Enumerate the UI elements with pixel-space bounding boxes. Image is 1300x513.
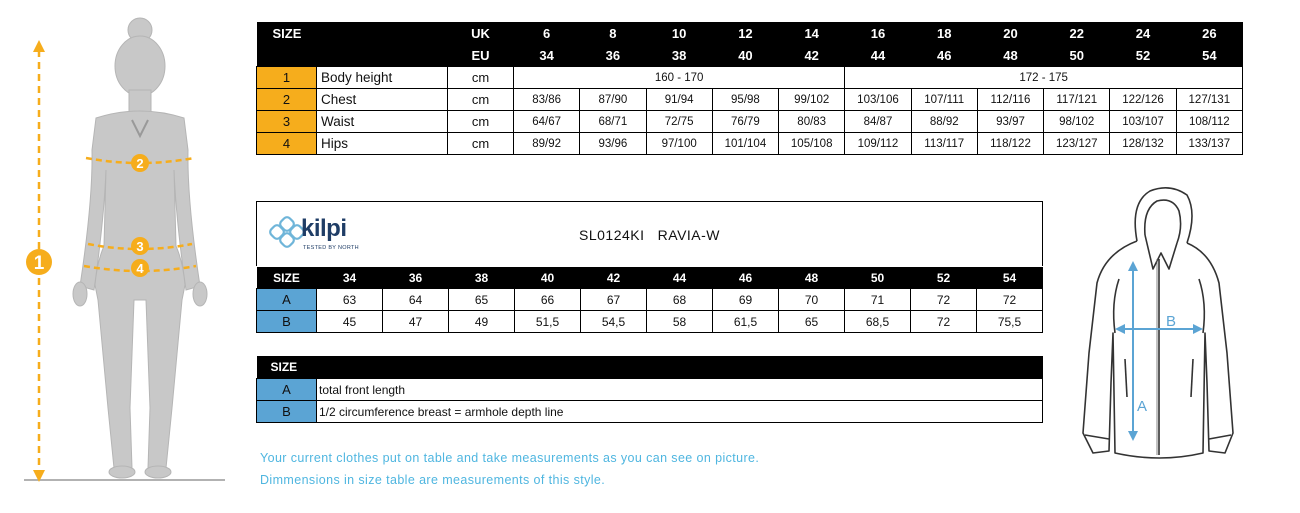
cell: 65 bbox=[449, 289, 515, 311]
cell: 70 bbox=[779, 289, 845, 311]
size-col: 48 bbox=[779, 267, 845, 289]
cell: 80/83 bbox=[779, 111, 845, 133]
cell: 123/127 bbox=[1044, 133, 1110, 155]
size-col: 42 bbox=[581, 267, 647, 289]
table-row bbox=[257, 379, 1043, 401]
size-header-row bbox=[257, 267, 1043, 289]
measure-unit: cm bbox=[448, 89, 514, 111]
uk-size: 24 bbox=[1110, 22, 1176, 44]
cell: 97/100 bbox=[646, 133, 712, 155]
product-name: RAVIA-W bbox=[657, 227, 721, 243]
size-col: 36 bbox=[383, 267, 449, 289]
jacket-measurement-figure bbox=[1075, 183, 1240, 468]
row-number: 1 bbox=[257, 67, 317, 89]
measure-description: total front length bbox=[317, 379, 1043, 401]
waist-mark-number: 3 bbox=[136, 239, 144, 254]
measurement-legend-table bbox=[256, 356, 1043, 423]
product-code-title bbox=[579, 227, 720, 243]
cell: 63 bbox=[317, 289, 383, 311]
cell: 101/104 bbox=[712, 133, 778, 155]
size-header: SIZE bbox=[257, 356, 1043, 379]
cell: 117/121 bbox=[1044, 89, 1110, 111]
size-col: 54 bbox=[977, 267, 1043, 289]
measure-name: Waist bbox=[317, 111, 448, 133]
measure-key: A bbox=[257, 379, 317, 401]
cell: 105/108 bbox=[779, 133, 845, 155]
instruction-note: Dimmensions in size table are measurements of this style. bbox=[260, 473, 606, 487]
measure-unit: cm bbox=[448, 67, 514, 89]
row-number: 2 bbox=[257, 89, 317, 111]
product-header bbox=[256, 201, 1043, 266]
cell: 89/92 bbox=[514, 133, 580, 155]
hips-mark-number: 4 bbox=[136, 261, 144, 276]
size-col: 44 bbox=[647, 267, 713, 289]
eu-size: 54 bbox=[1176, 44, 1242, 67]
eu-label: EU bbox=[448, 44, 514, 67]
eu-size: 34 bbox=[514, 44, 580, 67]
size-header: SIZE bbox=[257, 267, 317, 289]
eu-size: 42 bbox=[779, 44, 845, 67]
cell: 72/75 bbox=[646, 111, 712, 133]
measure-key: B bbox=[257, 401, 317, 423]
style-size-table bbox=[256, 267, 1043, 333]
cell: 75,5 bbox=[977, 311, 1043, 333]
cell: 71 bbox=[845, 289, 911, 311]
eu-size: 36 bbox=[580, 44, 646, 67]
cell: 45 bbox=[317, 311, 383, 333]
eu-size-row bbox=[257, 44, 1243, 67]
table-row bbox=[257, 133, 1243, 155]
table-row bbox=[257, 111, 1243, 133]
uk-size: 20 bbox=[977, 22, 1043, 44]
table-row bbox=[257, 401, 1043, 423]
table-row bbox=[257, 67, 1243, 89]
eu-size: 46 bbox=[911, 44, 977, 67]
eu-size: 40 bbox=[712, 44, 778, 67]
measure-unit: cm bbox=[448, 133, 514, 155]
body-measurement-figure bbox=[0, 0, 240, 500]
header-spacer bbox=[257, 44, 448, 67]
row-number: 4 bbox=[257, 133, 317, 155]
measure-name: Hips bbox=[317, 133, 448, 155]
cell: 84/87 bbox=[845, 111, 911, 133]
cell: 103/106 bbox=[845, 89, 911, 111]
measure-name: Chest bbox=[317, 89, 448, 111]
cell: 93/96 bbox=[580, 133, 646, 155]
measure-unit: cm bbox=[448, 111, 514, 133]
uk-size: 18 bbox=[911, 22, 977, 44]
size-header: SIZE bbox=[257, 22, 448, 44]
chest-mark-number: 2 bbox=[136, 156, 144, 171]
measure-description: 1/2 circumference breast = armhole depth line bbox=[317, 401, 1043, 423]
height-range: 160 - 170 bbox=[514, 67, 845, 89]
cell: 127/131 bbox=[1176, 89, 1242, 111]
eu-size: 44 bbox=[845, 44, 911, 67]
uk-size: 14 bbox=[779, 22, 845, 44]
cell: 98/102 bbox=[1044, 111, 1110, 133]
cell: 72 bbox=[911, 289, 977, 311]
cell: 107/111 bbox=[911, 89, 977, 111]
women-size-table bbox=[256, 22, 1243, 155]
cell: 69 bbox=[713, 289, 779, 311]
size-col: 40 bbox=[515, 267, 581, 289]
table-row bbox=[257, 289, 1043, 311]
cell: 76/79 bbox=[712, 111, 778, 133]
measure-key: B bbox=[257, 311, 317, 333]
size-col: 34 bbox=[317, 267, 383, 289]
uk-size: 16 bbox=[845, 22, 911, 44]
legend-header-row bbox=[257, 356, 1043, 379]
cell: 109/112 bbox=[845, 133, 911, 155]
size-col: 52 bbox=[911, 267, 977, 289]
measure-key: A bbox=[257, 289, 317, 311]
cell: 61,5 bbox=[713, 311, 779, 333]
instruction-note: Your current clothes put on table and take measurements as you can see on picture. bbox=[260, 451, 760, 465]
cell: 72 bbox=[911, 311, 977, 333]
cell: 103/107 bbox=[1110, 111, 1176, 133]
cell: 99/102 bbox=[779, 89, 845, 111]
brand-tagline: TESTED BY NORTH bbox=[303, 245, 359, 251]
height-mark-number: 1 bbox=[33, 253, 45, 274]
product-code: SL0124KI bbox=[579, 227, 645, 243]
uk-size: 12 bbox=[712, 22, 778, 44]
measure-name: Body height bbox=[317, 67, 448, 89]
cell: 118/122 bbox=[977, 133, 1043, 155]
uk-size: 10 bbox=[646, 22, 712, 44]
cell: 51,5 bbox=[515, 311, 581, 333]
cell: 83/86 bbox=[514, 89, 580, 111]
row-number: 3 bbox=[257, 111, 317, 133]
jacket-mark-a: A bbox=[1137, 398, 1148, 415]
cell: 49 bbox=[449, 311, 515, 333]
size-col: 38 bbox=[449, 267, 515, 289]
jacket-mark-b: B bbox=[1166, 313, 1177, 330]
cell: 47 bbox=[383, 311, 449, 333]
size-col: 50 bbox=[845, 267, 911, 289]
eu-size: 38 bbox=[646, 44, 712, 67]
uk-size: 6 bbox=[514, 22, 580, 44]
table-row bbox=[257, 311, 1043, 333]
cell: 133/137 bbox=[1176, 133, 1242, 155]
cell: 58 bbox=[647, 311, 713, 333]
cell: 95/98 bbox=[712, 89, 778, 111]
brand-logo-text: kilpi bbox=[301, 215, 347, 242]
cell: 88/92 bbox=[911, 111, 977, 133]
cell: 128/132 bbox=[1110, 133, 1176, 155]
cell: 67 bbox=[581, 289, 647, 311]
eu-size: 48 bbox=[977, 44, 1043, 67]
uk-size: 22 bbox=[1044, 22, 1110, 44]
cell: 65 bbox=[779, 311, 845, 333]
cell: 122/126 bbox=[1110, 89, 1176, 111]
cell: 68/71 bbox=[580, 111, 646, 133]
cell: 108/112 bbox=[1176, 111, 1242, 133]
size-col: 46 bbox=[713, 267, 779, 289]
cell: 66 bbox=[515, 289, 581, 311]
table-row bbox=[257, 89, 1243, 111]
cell: 68 bbox=[647, 289, 713, 311]
cell: 113/117 bbox=[911, 133, 977, 155]
cell: 72 bbox=[977, 289, 1043, 311]
eu-size: 52 bbox=[1110, 44, 1176, 67]
cell: 87/90 bbox=[580, 89, 646, 111]
cell: 64/67 bbox=[514, 111, 580, 133]
cell: 68,5 bbox=[845, 311, 911, 333]
height-range: 172 - 175 bbox=[845, 67, 1243, 89]
cell: 91/94 bbox=[646, 89, 712, 111]
uk-size: 8 bbox=[580, 22, 646, 44]
uk-label: UK bbox=[448, 22, 514, 44]
uk-size-row bbox=[257, 22, 1243, 44]
cell: 93/97 bbox=[977, 111, 1043, 133]
uk-size: 26 bbox=[1176, 22, 1242, 44]
eu-size: 50 bbox=[1044, 44, 1110, 67]
cell: 64 bbox=[383, 289, 449, 311]
cell: 54,5 bbox=[581, 311, 647, 333]
cell: 112/116 bbox=[977, 89, 1043, 111]
